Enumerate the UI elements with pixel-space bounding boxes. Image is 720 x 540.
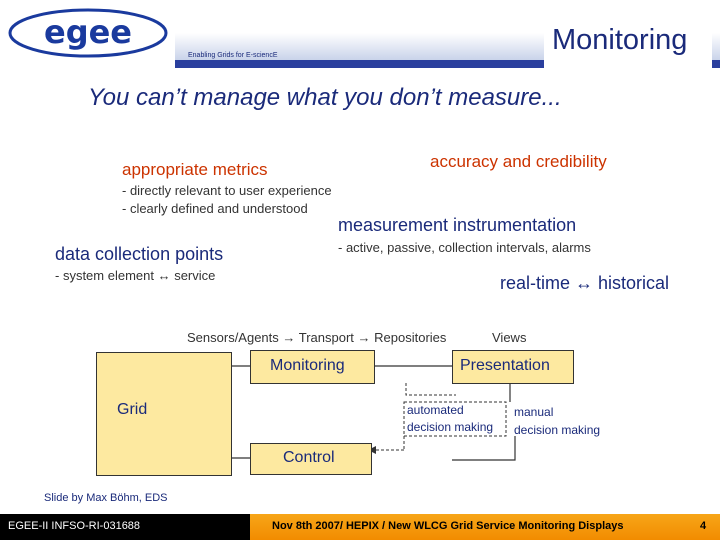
measurement-detail: - active, passive, collection intervals, alarms	[338, 240, 591, 255]
control-label: Control	[283, 449, 335, 466]
tagline: Enabling Grids for E-sciencE	[188, 52, 278, 59]
appropriate-metrics-heading: appropriate metrics	[122, 160, 268, 179]
slide-credit: Slide by Max Böhm, EDS	[44, 492, 168, 504]
monitoring-label: Monitoring	[270, 357, 345, 374]
metric-item-1: - directly relevant to user experience	[122, 183, 332, 198]
automated-label-2: decision making	[407, 420, 494, 434]
manual-label-2: decision making	[514, 423, 601, 437]
footer-project-id: EGEE-II INFSO-RI-031688	[8, 520, 141, 532]
page-number: 4	[700, 520, 707, 532]
slide-title: Monitoring	[552, 24, 688, 56]
metric-item-2: - clearly defined and understood	[122, 201, 308, 216]
realtime-heading: real-time ↔ historical	[500, 273, 670, 293]
data-collection-heading: data collection points	[55, 244, 224, 264]
pipeline-label: Sensors/Agents → Transport → Repositories	[187, 330, 447, 345]
data-collection-detail: - system element ↔ service	[55, 268, 216, 283]
slide-subtitle: You can’t manage what you don’t measure...	[88, 84, 562, 111]
measurement-heading: measurement instrumentation	[338, 215, 577, 235]
automated-label: automated	[407, 403, 464, 417]
views-label: Views	[492, 330, 527, 345]
manual-label: manual	[514, 405, 554, 419]
accuracy-heading: accuracy and credibility	[430, 152, 607, 171]
presentation-label: Presentation	[460, 357, 550, 374]
footer-event: Nov 8th 2007/ HEPIX / New WLCG Grid Service Monitoring Displays	[272, 520, 624, 532]
logo-text: egee	[43, 13, 133, 51]
grid-label: Grid	[117, 401, 148, 418]
